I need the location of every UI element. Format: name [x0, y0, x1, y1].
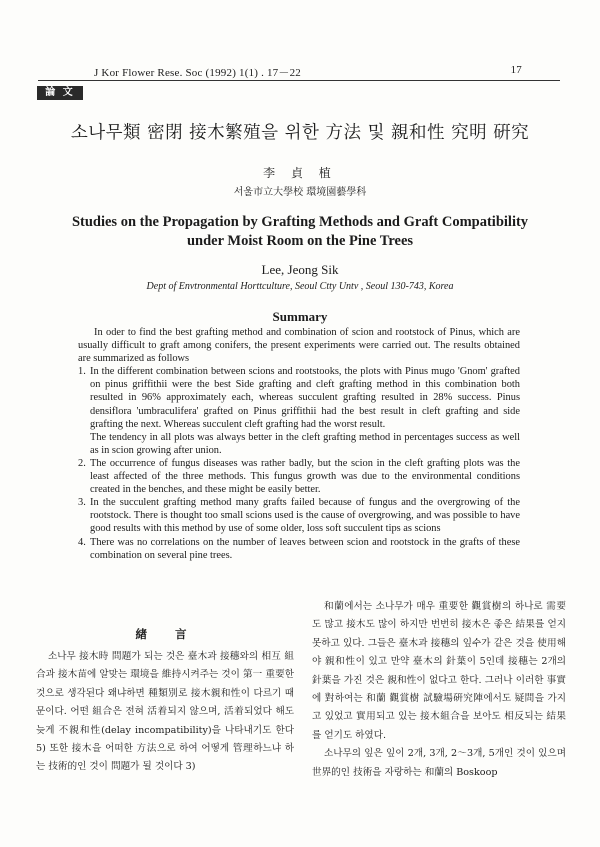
korean-affiliation: 서울市立大學校 環境園藝學科 — [233, 187, 367, 198]
korean-author: 李 貞 植 — [263, 166, 337, 180]
english-title-line1: Studies on the Propagation by Grafting Methods and Graft Compatibility — [71, 214, 529, 230]
header-rule — [38, 80, 560, 81]
page-number: 17 — [510, 64, 522, 76]
item-number: 2. — [78, 457, 86, 469]
item-text: The occurrence of fungus diseases was rather badly, but the scion in the cleft grafting plots was the least affected of the three methods. This fungus growth was due to the environmental conditions created in the benches, and these might be easily better. — [90, 457, 520, 496]
item-text: There was no correlations on the number of leaves between scion and rootstock in the grafts of these combination on several pine trees. — [90, 536, 520, 561]
item-text: In the succulent grafting method many grafts failed because of fungus and the overgrowing of the rootstock. There is thought too small scions used is the cause of overgrowing, and was possible to have good results with this method by use of some older, loss soft succulent tips as scions — [90, 497, 520, 535]
english-author: Lee, Jeong Sik — [261, 262, 339, 277]
english-title — [0, 213, 600, 251]
english-title-line2: under Moist Room on the Pine Trees — [186, 233, 414, 249]
summary-item-3 — [78, 496, 520, 535]
summary-item-1-continuation: The tendency in all plots was always better in the cleft grafting method in percentages success as well as in scion growing after union. — [90, 431, 520, 456]
summary-heading: Summary — [272, 309, 328, 324]
left-column — [36, 648, 294, 777]
category-badge: 論 文 — [37, 86, 83, 100]
body-paragraph-1: 和蘭에서는 소나무가 매우 重要한 觀賞樹의 하나로 需要도 많고 接木도 많이 하지만 번번히 接木은 좋은 結果를 얻지 못하고 있다. 그들은 臺木과 接穗의 잎수가 같은 것을 使用해야 親和性이 있고 만약 臺木의 針葉이 5인데 接穗는 2개의 針葉을 가진 것은 親和性이 없다고 한다. 그러나 이러한 事實에 對하여는 和蘭 觀賞樹 試驗場硏究陣에서도 疑問을 가지고 있었고 實用되고 있는 接木組合을 보아도 相反되는 結果를 얻기도 하였다. — [312, 601, 566, 741]
item-text: In the different combination between scions and rootstooks, the plots with Pinus mugo 'Gnom' grafted on pinus griffithii were the best Side grafting and cleft grafting method in this combination both resulted in 96% approximately each, whereas succulent grafting resulted in 28% success. Pinus densiflora 'umbraculifera' grafted on Pinus griffithii had the best result in cleft grafting and side grafting the next. Whereas succulent cleft grafting had the worst result. — [90, 366, 520, 430]
summary-body — [78, 326, 520, 562]
summary-item-2 — [78, 457, 520, 496]
item-number: 1. — [78, 366, 86, 378]
journal-citation: J Kor Flower Rese. Soc (1992) 1(1) . 17－22 — [94, 67, 301, 79]
body-paragraph-2: 소나무의 잎은 잎이 2개, 3개, 2～3개, 5개인 것이 있으며 世界的인 技術을 자랑하는 和蘭의 Boskoop — [312, 748, 566, 778]
introduction-paragraph: 소나무 接木時 問題가 되는 것은 臺木과 接穗와의 相互 組合과 接木苗에 알맞는 環境을 維持시켜주는 것이 第一 重要한 것으로 생각된다 왜냐하면 種類別로 接木親和性이 다르기 때문이다. 어떤 組合은 전혀 活着되지 않으며, 活着되었다 해도 늦게 不親和性(delay incompatibility)을 나타내기도 한다 5) 또한 接木을 어떠한 方法으로 하여 어떻게 管理하느냐 하는 技術的인 것이 問題가 될 것이다 3) — [36, 651, 294, 773]
summary-item-4 — [78, 536, 520, 562]
right-column — [312, 598, 566, 782]
korean-title: 소나무類 密閉 接木繁殖을 위한 方法 및 親和性 究明 硏究 — [70, 123, 530, 143]
summary-item-1 — [78, 365, 520, 430]
summary-intro: In oder to find the best grafting method and combination of scion and rootstock of Pinus, which are usually difficult to graft among conifers, the present experiments were carried out. The results obtained are summarized as follows — [78, 327, 520, 365]
english-affiliation: Dept of Envtronmental Horttculture, Seoul Ctty Untv , Seoul 130-743, Korea — [146, 281, 454, 292]
item-number: 3. — [78, 497, 86, 509]
item-number: 4. — [78, 536, 86, 548]
introduction-heading: 緖 言 — [135, 627, 199, 641]
